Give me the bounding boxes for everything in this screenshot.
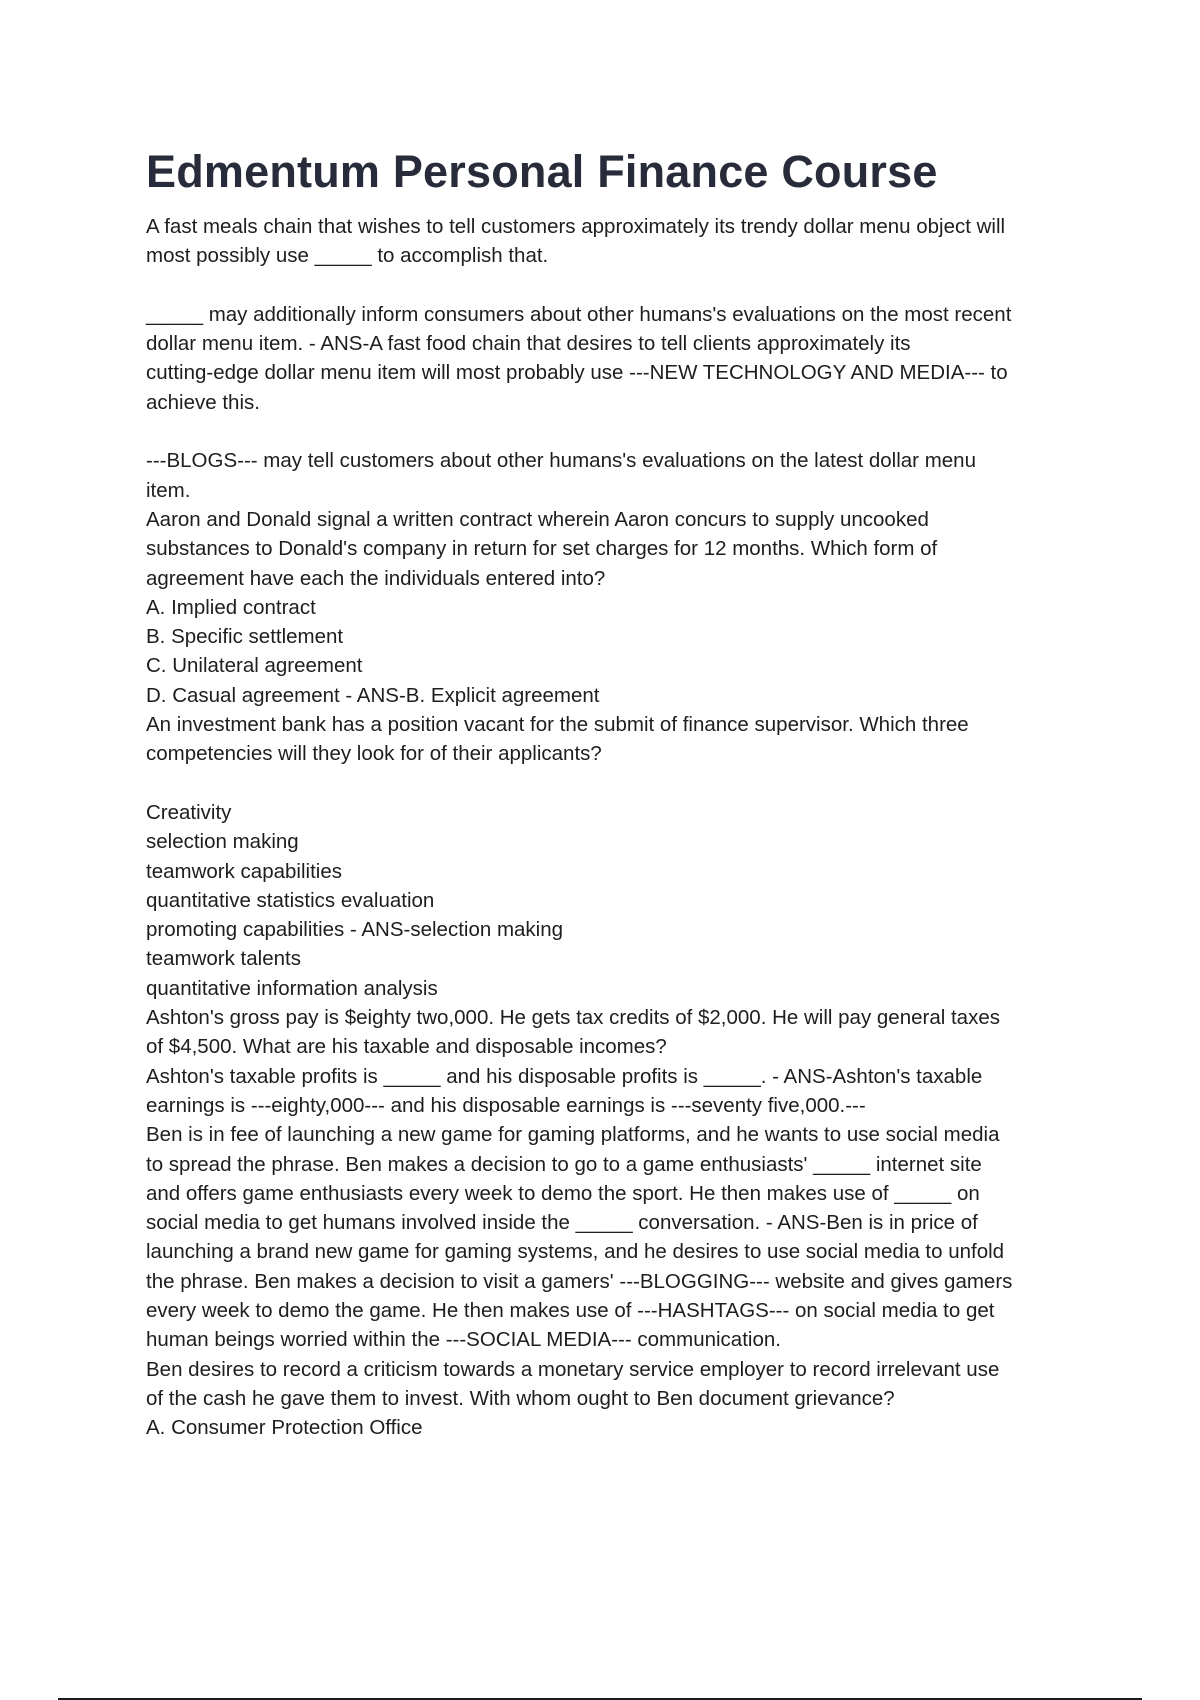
- text-line: social media to get humans involved inside the _____ conversation. - ANS-Ben is in price of: [146, 1211, 978, 1235]
- answer-option: A. Implied contract: [146, 595, 316, 619]
- text-line: of the cash he gave them to invest. With whom ought to Ben document grievance?: [146, 1386, 895, 1410]
- text-line: cutting-edge dollar menu item will most probably use ---NEW TECHNOLOGY AND MEDIA--- to: [146, 361, 1008, 385]
- text-line: the phrase. Ben makes a decision to visit a gamers' ---BLOGGING--- website and gives gamers: [146, 1269, 1013, 1293]
- list-item: selection making: [146, 830, 299, 854]
- list-item: teamwork talents: [146, 947, 301, 971]
- text-line: to spread the phrase. Ben makes a decision to go to a game enthusiasts' _____ internet site: [146, 1152, 982, 1176]
- answer-option: D. Casual agreement - ANS-B. Explicit agreement: [146, 683, 600, 707]
- paragraph-gap: [146, 271, 1086, 300]
- list-item: quantitative information analysis: [146, 976, 438, 1000]
- text-line: competencies will they look for of their applicants?: [146, 742, 602, 766]
- answer-option: B. Specific settlement: [146, 625, 344, 649]
- text-line: and offers game enthusiasts every week to demo the sport. He then makes use of _____ on: [146, 1181, 980, 1205]
- text-line: Ben is in fee of launching a new game for gaming platforms, and he wants to use social media: [146, 1123, 1000, 1147]
- list-item: Creativity: [146, 800, 232, 824]
- answer-option: A. Consumer Protection Office: [146, 1416, 423, 1440]
- paragraph-gap: [146, 769, 1086, 798]
- answer-option: C. Unilateral agreement: [146, 654, 363, 678]
- list-item: quantitative statistics evaluation: [146, 888, 435, 912]
- text-line: substances to Donald's company in return for set charges for 12 months. Which form of: [146, 537, 938, 561]
- text-line: An investment bank has a position vacant for the submit of finance supervisor. Which three: [146, 713, 969, 737]
- text-line: Ben desires to record a criticism towards a monetary service employer to record irrelevant use: [146, 1357, 1000, 1381]
- text-line: _____ may additionally inform consumers about other humans's evaluations on the most recent: [146, 302, 1012, 326]
- document-body: [146, 212, 1086, 1442]
- text-line: Aaron and Donald signal a written contract wherein Aaron concurs to supply uncooked: [146, 507, 929, 531]
- page-title: Edmentum Personal Finance Course: [146, 146, 938, 197]
- text-line: agreement have each the individuals entered into?: [146, 566, 606, 590]
- text-line: achieve this.: [146, 390, 260, 414]
- text-line: A fast meals chain that wishes to tell customers approximately its trendy dollar menu object will: [146, 215, 1006, 238]
- text-line: item.: [146, 478, 191, 502]
- text-line: Ashton's gross pay is $eighty two,000. He gets tax credits of $2,000. He will pay general taxes: [146, 1006, 1000, 1030]
- text-line: of $4,500. What are his taxable and disposable incomes?: [146, 1035, 667, 1059]
- paragraph-gap: [146, 417, 1086, 446]
- list-item: promoting capabilities - ANS-selection making: [146, 918, 564, 942]
- text-line: ---BLOGS--- may tell customers about other humans's evaluations on the latest dollar menu: [146, 449, 976, 473]
- list-item: teamwork capabilities: [146, 859, 342, 883]
- text-line: human beings worried within the ---SOCIAL MEDIA--- communication.: [146, 1328, 781, 1352]
- text-line: dollar menu item. - ANS-A fast food chain that desires to tell clients approximately its: [146, 332, 911, 356]
- text-line: most possibly use _____ to accomplish that.: [146, 244, 549, 268]
- text-line: Ashton's taxable profits is _____ and his disposable profits is _____. - ANS-Ashton's taxable: [146, 1064, 983, 1088]
- text-line: every week to demo the game. He then makes use of ---HASHTAGS--- on social media to get: [146, 1298, 995, 1322]
- text-line: launching a brand new game for gaming systems, and he desires to use social media to unfold: [146, 1240, 1005, 1264]
- text-line: earnings is ---eighty,000--- and his disposable earnings is ---seventy five,000.---: [146, 1093, 866, 1117]
